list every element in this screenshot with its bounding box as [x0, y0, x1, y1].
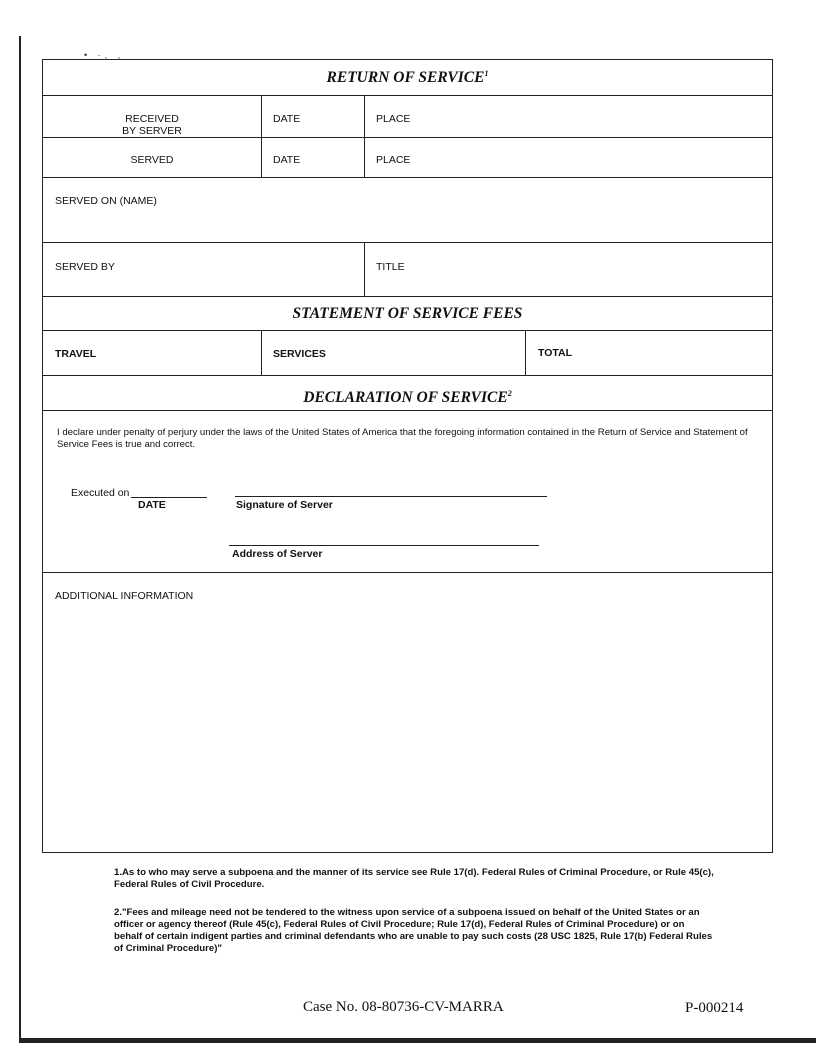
executed-date-label: DATE — [138, 499, 166, 511]
served-by-cell[interactable] — [43, 243, 364, 296]
return-of-service-form — [42, 59, 773, 853]
served-date-cell[interactable] — [261, 138, 364, 177]
return-of-service-header — [43, 60, 772, 96]
service-fees-title: STATEMENT OF SERVICE FEES — [292, 305, 523, 322]
address-line[interactable] — [229, 545, 539, 546]
served-date-label: DATE — [273, 154, 301, 166]
title-label: TITLE — [376, 261, 405, 273]
services-label: SERVICES — [273, 348, 326, 360]
served-row — [43, 138, 772, 178]
total-cell[interactable] — [525, 331, 772, 375]
services-cell[interactable] — [261, 331, 525, 375]
served-by-label: SERVED BY — [55, 261, 115, 273]
served-on-label: SERVED ON (NAME) — [55, 195, 157, 207]
received-place-cell[interactable] — [364, 96, 772, 137]
executed-on-label: Executed on — [71, 487, 130, 499]
served-by-row — [43, 243, 772, 297]
bottom-margin-rule — [19, 1038, 816, 1043]
service-fees-row — [43, 331, 772, 376]
received-date-cell[interactable] — [261, 96, 364, 137]
total-label: TOTAL — [538, 347, 573, 359]
travel-cell[interactable] — [43, 331, 261, 375]
travel-label: TRAVEL — [55, 348, 97, 360]
signature-line[interactable] — [235, 496, 547, 497]
left-margin-rule — [19, 36, 21, 1040]
received-row — [43, 96, 772, 138]
address-label: Address of Server — [232, 548, 323, 560]
page-id: P-000214 — [685, 1000, 744, 1016]
service-fees-header — [43, 297, 772, 331]
received-by-server-label: RECEIVED BY SERVER — [122, 113, 182, 137]
return-of-service-title: RETURN OF SERVICE$^1$ — [326, 69, 489, 87]
case-number: Case No. 08-80736-CV-MARRA — [303, 999, 504, 1015]
received-by-server-cell — [43, 96, 261, 137]
declaration-text: I declare under penalty of perjury under the laws of the United States of America that the foregoing information contained in the Return of Service and Statement of Service Fees is true and correct. — [57, 427, 748, 450]
declaration-header — [43, 376, 772, 411]
scan-marks: • ·, , — [84, 50, 125, 60]
served-on-row[interactable] — [43, 178, 772, 243]
served-place-label: PLACE — [376, 154, 411, 166]
served-place-cell[interactable] — [364, 138, 772, 177]
received-place-label: PLACE — [376, 113, 411, 125]
footnote-2: 2."Fees and mileage need not be tendered to the witness upon service of a subpoena issued on behalf of the United States or an officer or agency thereof (Rule 45(c), Federal Rules of Civil Procedure; Rule 17(d), Federal Rules of Criminal Procedure) or on behalf of certain indigent parties and criminal defendants who are unable to pay such costs (28 USC 1825, Rule 17(b) Federal Rules of Criminal Procedure)" — [114, 907, 713, 954]
served-cell — [43, 138, 261, 177]
executed-date-line[interactable] — [131, 497, 207, 498]
declaration-title: DECLARATION OF SERVICE$^2$ — [303, 389, 512, 407]
additional-info-area[interactable] — [43, 573, 772, 852]
served-label: SERVED — [130, 154, 174, 166]
declaration-body — [43, 411, 772, 573]
title-cell[interactable] — [364, 243, 772, 296]
additional-info-label: ADDITIONAL INFORMATION — [55, 590, 194, 602]
footnote-1: 1.As to who may serve a subpoena and the manner of its service see Rule 17(d). Federal Rules of Criminal Procedure, or Rule 45(c), Federal Rules of Civil Procedure. — [114, 867, 714, 890]
received-date-label: DATE — [273, 113, 301, 125]
signature-label: Signature of Server — [236, 499, 333, 511]
